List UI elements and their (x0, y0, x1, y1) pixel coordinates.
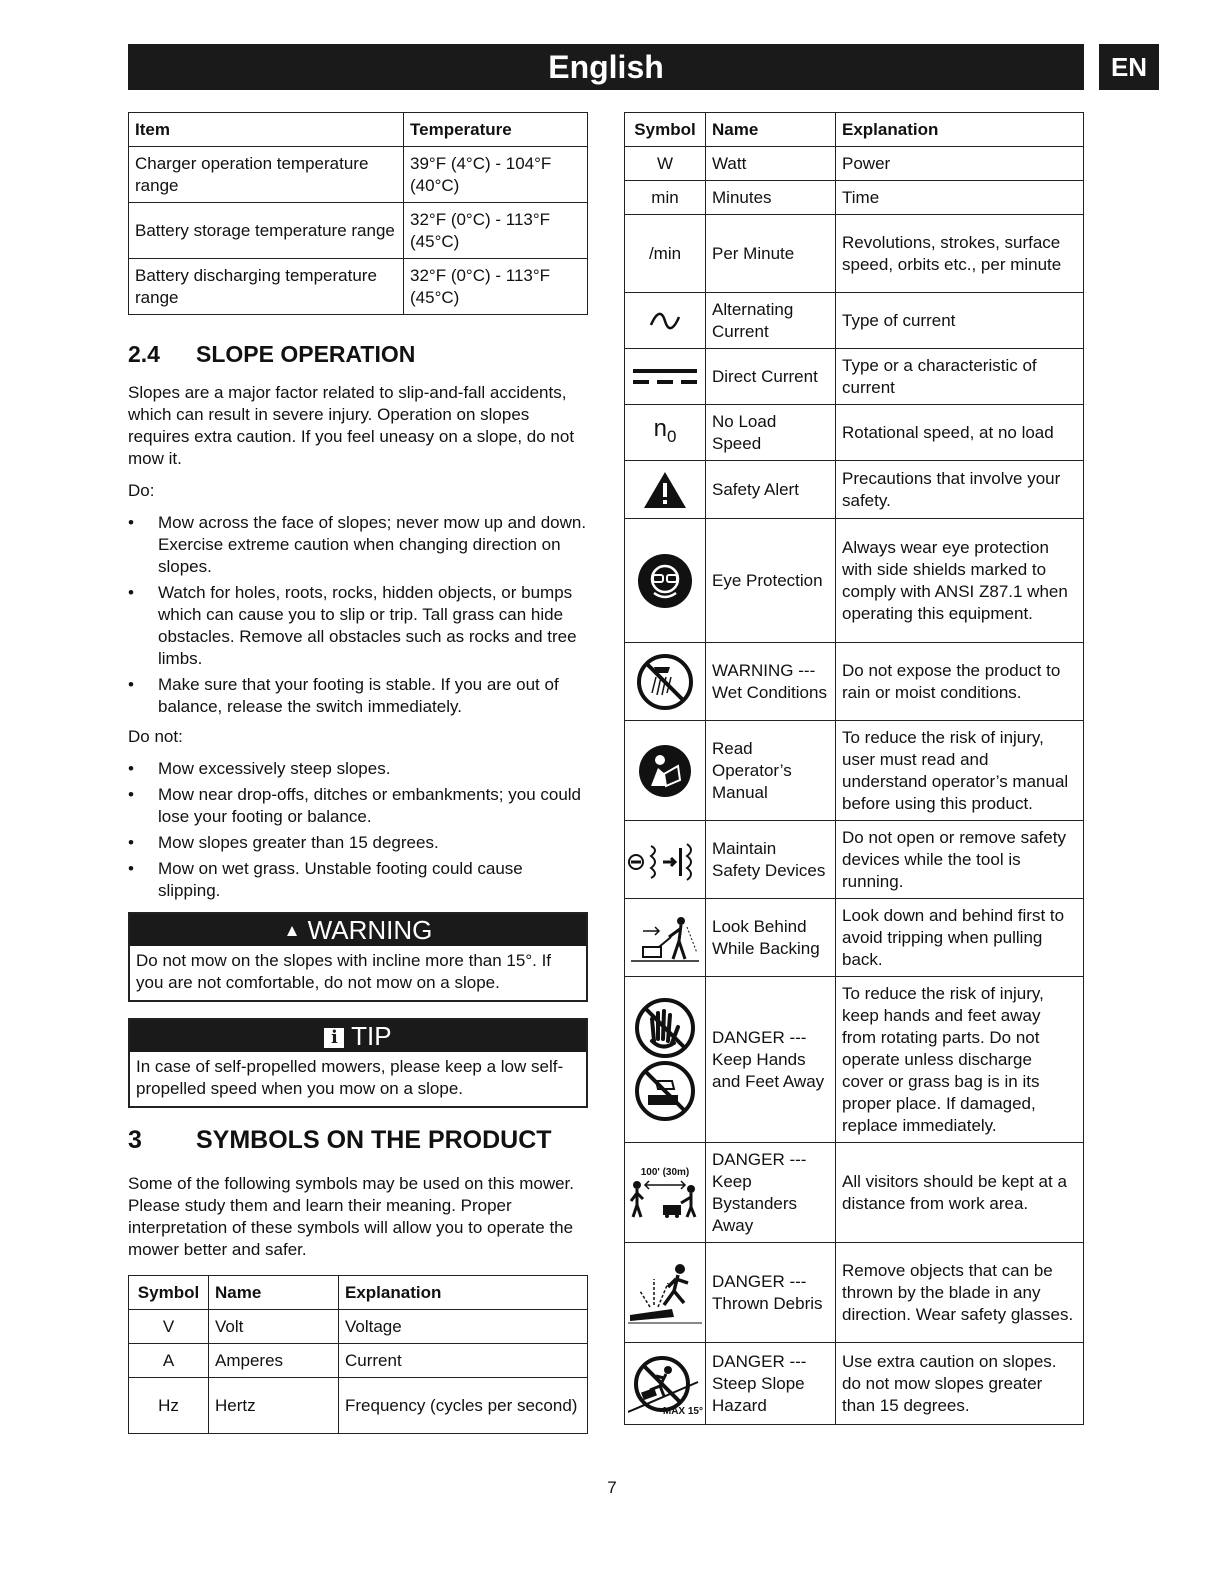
table-header: Name (706, 113, 836, 147)
name-cell: Watt (706, 147, 836, 181)
table-cell: 32°F (0°C) - 113°F (45°C) (404, 203, 588, 259)
explanation-cell: Time (836, 181, 1084, 215)
tip-box (128, 1018, 588, 1108)
name-cell: Maintain Safety Devices (706, 821, 836, 899)
look-behind-icon (625, 899, 706, 977)
name-cell: DANGER --- Steep Slope Hazard (706, 1343, 836, 1425)
list-item: • Mow excessively steep slopes. (128, 758, 588, 780)
table-row (625, 899, 1084, 977)
explanation-cell: Do not open or remove safety devices while the tool is running. (836, 821, 1084, 899)
warning-box (128, 912, 588, 1002)
section-number: 3 (128, 1126, 142, 1154)
table-header: Temperature (404, 113, 588, 147)
table-row (625, 643, 1084, 721)
list-item: • Make sure that your footing is stable. If you are out of balance, release the switch immediately. (128, 674, 588, 718)
warning-title: ▲ WARNING (130, 914, 586, 946)
table-row (129, 1344, 588, 1378)
name-cell: Safety Alert (706, 461, 836, 519)
explanation-cell: Frequency (cycles per second) (339, 1378, 588, 1434)
header-title: English (548, 49, 664, 85)
symbol-cell: V (129, 1310, 209, 1344)
temperature-table (128, 112, 588, 315)
explanation-cell: Look down and behind first to avoid tripping when pulling back. (836, 899, 1084, 977)
alternating-current-icon (625, 293, 706, 349)
table-header: Symbol (625, 113, 706, 147)
table-cell: 32°F (0°C) - 113°F (45°C) (404, 259, 588, 315)
table-row (625, 349, 1084, 405)
table-row (625, 181, 1084, 215)
table-row (625, 1243, 1084, 1343)
explanation-cell: Current (339, 1344, 588, 1378)
table-cell: Battery storage temperature range (129, 203, 404, 259)
thrown-debris-icon (625, 1243, 706, 1343)
explanation-cell: Use extra caution on slopes. do not mow slopes greater than 15 degrees. (836, 1343, 1084, 1425)
paragraph: Some of the following symbols may be used on this mower. Please study them and learn their meaning. Proper interpretation of these symbols will allow you to operate the mower better and safer. (128, 1174, 574, 1259)
name-cell: Hertz (209, 1378, 339, 1434)
explanation-cell: Rotational speed, at no load (836, 405, 1084, 461)
table-row (625, 977, 1084, 1143)
safety-devices-icon (625, 821, 706, 899)
left-column (128, 112, 588, 1434)
explanation-cell: Do not expose the product to rain or moist conditions. (836, 643, 1084, 721)
no-rain-icon (625, 643, 706, 721)
table-row (625, 519, 1084, 643)
table-header: Symbol (129, 1276, 209, 1310)
symbols-table-left (128, 1275, 588, 1434)
max-slope-label: MAX 15° (662, 1406, 703, 1417)
language-tag: EN (1099, 44, 1159, 90)
table-row (129, 259, 588, 315)
steep-slope-icon (625, 1343, 706, 1425)
list-item: • Mow across the face of slopes; never mow up and down. Exercise extreme caution when changing direction on slopes. (128, 512, 588, 578)
name-cell: Direct Current (706, 349, 836, 405)
table-row (129, 1310, 588, 1344)
distance-label: 100' (30m) (640, 1166, 690, 1178)
table-row (129, 1378, 588, 1434)
explanation-cell: Precautions that involve your safety. (836, 461, 1084, 519)
name-cell: Minutes (706, 181, 836, 215)
direct-current-icon (625, 349, 706, 405)
table-cell: Battery discharging temperature range (129, 259, 404, 315)
warning-text: Do not mow on the slopes with incline more than 15°. If you are not comfortable, do not mow on a slope. (136, 951, 552, 992)
section-heading (128, 341, 588, 368)
name-cell: DANGER --- Thrown Debris (706, 1243, 836, 1343)
explanation-cell: Type or a characteristic of current (836, 349, 1084, 405)
no-load-speed-symbol: $n_0$ (625, 405, 706, 461)
name-cell: Read Operator’s Manual (706, 721, 836, 821)
tip-title: i TIP (130, 1020, 586, 1052)
keep-hands-feet-away-icon (625, 977, 706, 1143)
symbol-cell: W (625, 147, 706, 181)
section-title: SYMBOLS ON THE PRODUCT (196, 1126, 552, 1154)
table-cell: Charger operation temperature range (129, 147, 404, 203)
symbol-cell: /min (625, 215, 706, 293)
table-row (625, 721, 1084, 821)
explanation-cell: To reduce the risk of injury, keep hands and feet away from rotating parts. Do not operate unless discharge cover or grass bag is in its proper place. If damaged, replace immediately. (836, 977, 1084, 1143)
list-item: • Mow near drop-offs, ditches or embankments; you could lose your footing or balance. (128, 784, 588, 828)
page-number: 7 (607, 1478, 617, 1497)
name-cell: DANGER --- Keep Bystanders Away (706, 1143, 836, 1243)
explanation-cell: Power (836, 147, 1084, 181)
explanation-cell: Remove objects that can be thrown by the blade in any direction. Wear safety glasses. (836, 1243, 1084, 1343)
table-row (625, 215, 1084, 293)
table-row (625, 461, 1084, 519)
warning-triangle-icon: ▲ (283, 921, 301, 940)
section-heading (128, 1126, 588, 1155)
name-cell: Alternating Current (706, 293, 836, 349)
section-number: 2.4 (128, 341, 160, 367)
right-column (624, 112, 1084, 1425)
explanation-cell: Revolutions, strokes, surface speed, orbits etc., per minute (836, 215, 1084, 293)
table-row (625, 821, 1084, 899)
table-row (625, 1343, 1084, 1425)
table-row (625, 1143, 1084, 1243)
table-row (129, 203, 588, 259)
table-header: Item (129, 113, 404, 147)
list-item: • Watch for holes, roots, rocks, hidden objects, or bumps which can cause you to slip or trip. Tall grass can hide obstacles. Remove all obstacles such as rocks and tree limbs. (128, 582, 588, 670)
table-cell: 39°F (4°C) - 104°F (40°C) (404, 147, 588, 203)
explanation-cell: To reduce the risk of injury, user must read and understand operator’s manual before using this product. (836, 721, 1084, 821)
symbol-cell: Hz (129, 1378, 209, 1434)
name-cell: Volt (209, 1310, 339, 1344)
symbols-table-right (624, 112, 1084, 1425)
symbol-cell: A (129, 1344, 209, 1378)
name-cell: No Load Speed (706, 405, 836, 461)
section-title: SLOPE OPERATION (196, 341, 416, 367)
info-icon: i (324, 1028, 344, 1048)
list-item: • Mow slopes greater than 15 degrees. (128, 832, 588, 854)
list-item: • Mow on wet grass. Unstable footing could cause slipping. (128, 858, 588, 902)
table-header: Explanation (339, 1276, 588, 1310)
donot-label: Do not: (128, 727, 183, 746)
table-header: Name (209, 1276, 339, 1310)
do-list (128, 512, 588, 718)
do-label: Do: (128, 481, 155, 500)
table-row (129, 147, 588, 203)
table-header: Explanation (836, 113, 1084, 147)
donot-list (128, 758, 588, 902)
table-row (625, 147, 1084, 181)
name-cell: DANGER --- Keep Hands and Feet Away (706, 977, 836, 1143)
keep-bystanders-away-icon (625, 1143, 706, 1243)
table-row (625, 293, 1084, 349)
name-cell: Per Minute (706, 215, 836, 293)
safety-alert-icon (625, 461, 706, 519)
explanation-cell: Always wear eye protection with side shields marked to comply with ANSI Z87.1 when operating this equipment. (836, 519, 1084, 643)
name-cell: Look Behind While Backing (706, 899, 836, 977)
paragraph: Slopes are a major factor related to slip-and-fall accidents, which can result in severe injury. Operation on slopes requires extra caution. If you feel uneasy on a slope, do not mow it. (128, 383, 575, 468)
name-cell: Eye Protection (706, 519, 836, 643)
explanation-cell: All visitors should be kept at a distance from work area. (836, 1143, 1084, 1243)
symbol-cell: min (625, 181, 706, 215)
name-cell: Amperes (209, 1344, 339, 1378)
eye-protection-icon (625, 519, 706, 643)
name-cell: WARNING --- Wet Conditions (706, 643, 836, 721)
explanation-cell: Voltage (339, 1310, 588, 1344)
read-manual-icon (625, 721, 706, 821)
table-row (625, 405, 1084, 461)
explanation-cell: Type of current (836, 293, 1084, 349)
tip-text: In case of self-propelled mowers, please keep a low self-propelled speed when you mow on a slope. (136, 1057, 564, 1098)
page-header (128, 44, 1084, 90)
